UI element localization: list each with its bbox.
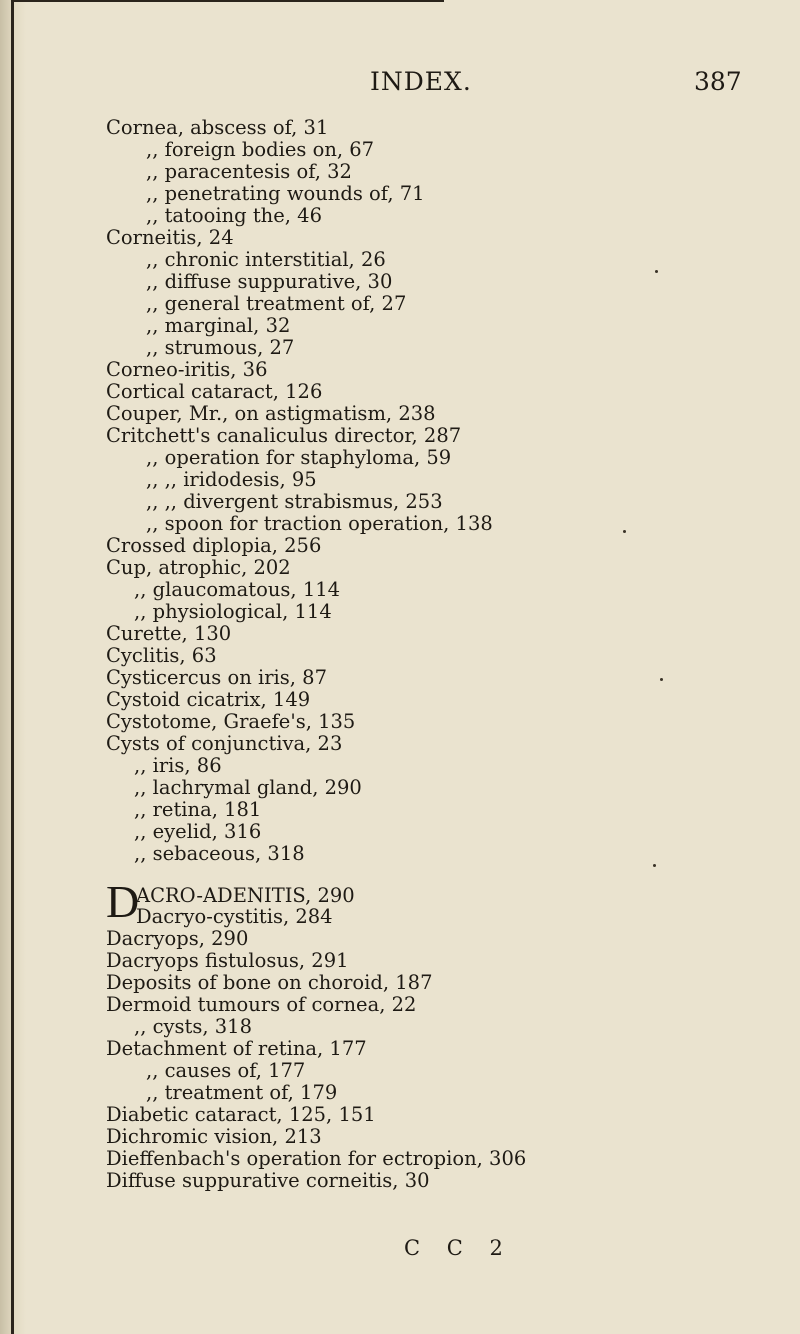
index-entry: Dichromic vision, 213 [106, 1125, 322, 1148]
index-entry: ,, spoon for traction operation, 138 [146, 512, 493, 535]
section-d-first-entry: ACRO-ADENITIS, 290 [136, 884, 355, 907]
index-entry: ,, chronic interstitial, 26 [146, 248, 386, 271]
index-entry: Dacryo-cystitis, 284 [136, 905, 333, 928]
top-edge-rule [14, 0, 444, 10]
running-header: INDEX. [370, 67, 472, 96]
index-entry: Diabetic cataract, 125, 151 [106, 1103, 376, 1126]
page-number: 387 [694, 67, 742, 96]
index-entry: ,, penetrating wounds of, 71 [146, 182, 425, 205]
index-entry: Curette, 130 [106, 622, 232, 645]
index-entry: Cysticercus on iris, 87 [106, 666, 327, 689]
index-entry: ,, foreign bodies on, 67 [146, 138, 375, 161]
index-entry: ,, cysts, 318 [134, 1015, 252, 1038]
index-entry: ,, treatment of, 179 [146, 1081, 338, 1104]
index-entry: Corneo-iritis, 36 [106, 358, 268, 381]
index-entry: Cystotome, Graefe's, 135 [106, 710, 356, 733]
index-entry: Dacryops fistulosus, 291 [106, 949, 349, 972]
index-entry: ,, strumous, 27 [146, 336, 295, 359]
index-entry: ,, retina, 181 [134, 798, 262, 821]
index-entry: Cyclitis, 63 [106, 644, 217, 667]
index-entry: ,, tatooing the, 46 [146, 204, 322, 227]
index-entry: Cystoid cicatrix, 149 [106, 688, 311, 711]
signature-mark: C C 2 [404, 1236, 513, 1260]
index-entry: ,, paracentesis of, 32 [146, 160, 352, 183]
index-entry: ,, general treatment of, 27 [146, 292, 407, 315]
index-entry: ,, iris, 86 [134, 754, 222, 777]
index-entry: ,, sebaceous, 318 [134, 842, 305, 865]
index-entry: Cortical cataract, 126 [106, 380, 323, 403]
index-entry: Dermoid tumours of cornea, 22 [106, 993, 417, 1016]
index-entry: ,, operation for staphyloma, 59 [146, 446, 452, 469]
index-entry: Dieffenbach's operation for ectropion, 306 [106, 1147, 527, 1170]
index-entry: Corneitis, 24 [106, 226, 234, 249]
index-entry: Cornea, abscess of, 31 [106, 116, 329, 139]
speck [653, 864, 656, 867]
index-entry: ,, ,, divergent strabismus, 253 [146, 490, 443, 513]
index-entry: ,, physiological, 114 [134, 600, 332, 623]
index-entry: Dacryops, 290 [106, 927, 249, 950]
speck [655, 270, 658, 273]
index-entry: Couper, Mr., on astigmatism, 238 [106, 402, 436, 425]
index-entry: Detachment of retina, 177 [106, 1037, 367, 1060]
drop-cap-letter: D [106, 876, 140, 927]
index-entry: ,, ,, iridodesis, 95 [146, 468, 317, 491]
index-entry: ,, diffuse suppurative, 30 [146, 270, 393, 293]
index-entry: Cup, atrophic, 202 [106, 556, 291, 579]
index-entry: Cysts of conjunctiva, 23 [106, 732, 343, 755]
index-entry: Critchett's canaliculus director, 287 [106, 424, 462, 447]
index-entry: Crossed diplopia, 256 [106, 534, 322, 557]
index-entry: Diffuse suppurative corneitis, 30 [106, 1169, 430, 1192]
index-entry: ,, causes of, 177 [146, 1059, 306, 1082]
binding-edge [11, 0, 14, 1334]
index-entry: ,, marginal, 32 [146, 314, 291, 337]
speck [623, 530, 626, 533]
index-entry: ,, eyelid, 316 [134, 820, 262, 843]
index-entry: ,, glaucomatous, 114 [134, 578, 341, 601]
speck [660, 678, 663, 681]
index-entry: Deposits of bone on choroid, 187 [106, 971, 433, 994]
index-entry: ,, lachrymal gland, 290 [134, 776, 362, 799]
